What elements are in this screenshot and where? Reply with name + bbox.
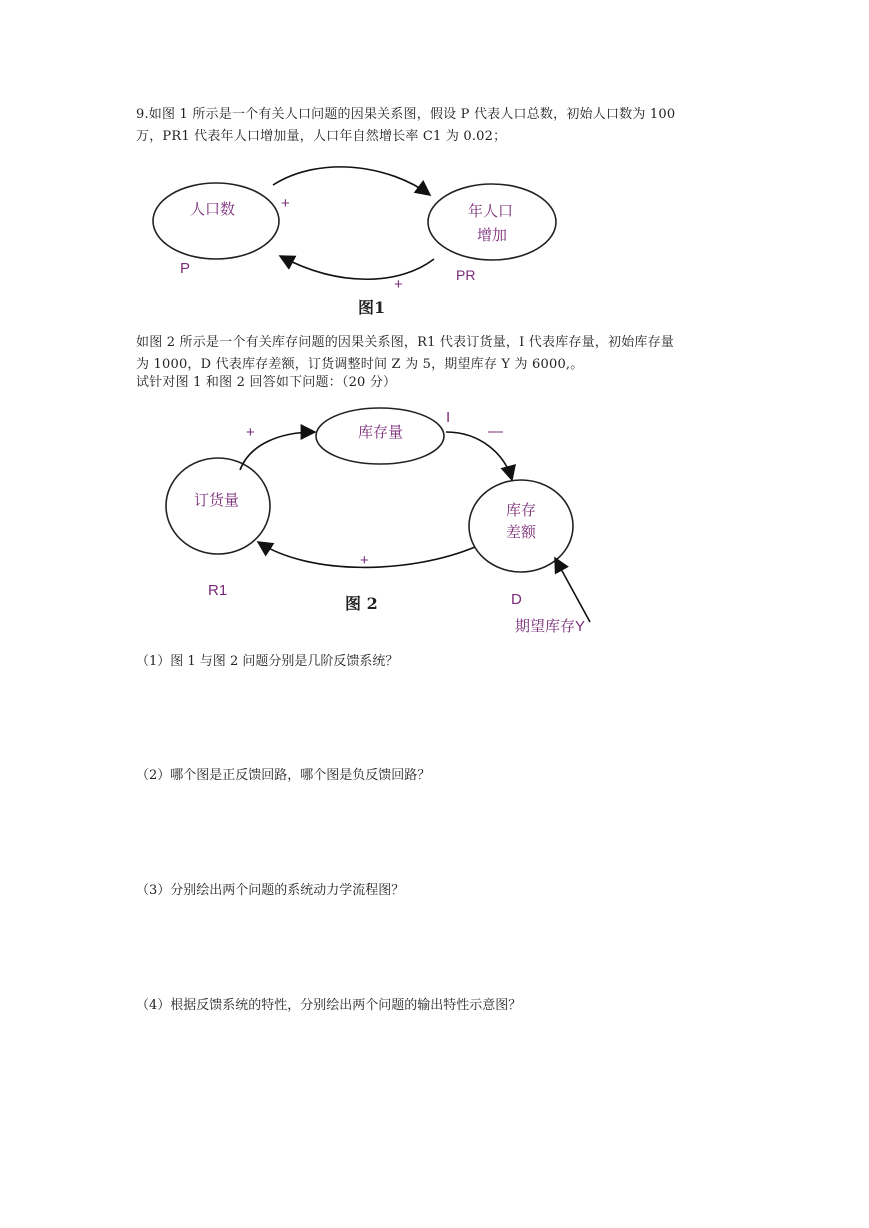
sign-plus-top: + (281, 195, 290, 212)
figure-1-diagram (140, 160, 570, 320)
node-inventory-label: 库存量 (358, 424, 404, 441)
figure-2-diagram (150, 404, 620, 639)
question-1: （1）图 1 与图 2 问题分别是几阶反馈系统？ (136, 654, 399, 669)
arrow-desired-to-gap (555, 558, 590, 622)
para-2-line-3: 试针对图 1 和图 2 回答如下问题：（20 分） (136, 375, 397, 390)
para-2-text (136, 332, 746, 394)
question-4: （4）根据反馈系统的特性，分别绘出两个问题的输出特性示意图？ (136, 998, 522, 1013)
sign-minus: — (488, 423, 503, 440)
intro-line-2: 万，PR1 代表年人口增加量，人口年自然增长率 C1 为 0.02； (136, 129, 507, 144)
node-gap-label-1: 库存 (506, 502, 537, 519)
question-2: （2）哪个图是正反馈回路，哪个图是负反馈回路？ (136, 768, 431, 783)
label-desired-inventory: 期望库存Y (515, 618, 586, 635)
figure-1-caption: 图1 (358, 298, 386, 317)
label-d: D (511, 591, 522, 608)
intro-text (136, 104, 746, 148)
figure-2-caption: 图 2 (345, 594, 378, 613)
arrow-population-to-increase (273, 167, 430, 195)
sign-plus-bottom: + (360, 552, 369, 569)
node-increase-label-2: 增加 (477, 227, 508, 244)
arrow-increase-to-population (280, 256, 434, 279)
label-p: P (180, 260, 191, 277)
node-population (153, 183, 279, 259)
node-population-label: 人口数 (190, 201, 236, 218)
sign-plus-bottom: + (394, 276, 403, 293)
sign-plus-top: + (246, 424, 255, 441)
label-pr: PR (456, 267, 476, 283)
node-order-label: 订货量 (194, 492, 240, 509)
label-r1: R1 (208, 582, 228, 599)
node-population-increase (428, 184, 556, 260)
label-i: I (446, 409, 451, 426)
node-gap-label-2: 差额 (506, 524, 537, 541)
intro-line-1: 9.如图 1 所示是一个有关人口问题的因果关系图，假设 P 代表人口总数，初始人口数为 100 (136, 107, 676, 122)
node-increase-label-1: 年人口 (468, 203, 514, 220)
question-3: （3）分别绘出两个问题的系统动力学流程图？ (136, 883, 405, 898)
para-2-line-1: 如图 2 所示是一个有关库存问题的因果关系图，R1 代表订货量，I 代表库存量，初始库存量 (136, 335, 674, 350)
para-2-line-2: 为 1000，D 代表库存差额，订货调整时间 Z 为 5，期望库存 Y 为 6000,。 (136, 357, 584, 372)
